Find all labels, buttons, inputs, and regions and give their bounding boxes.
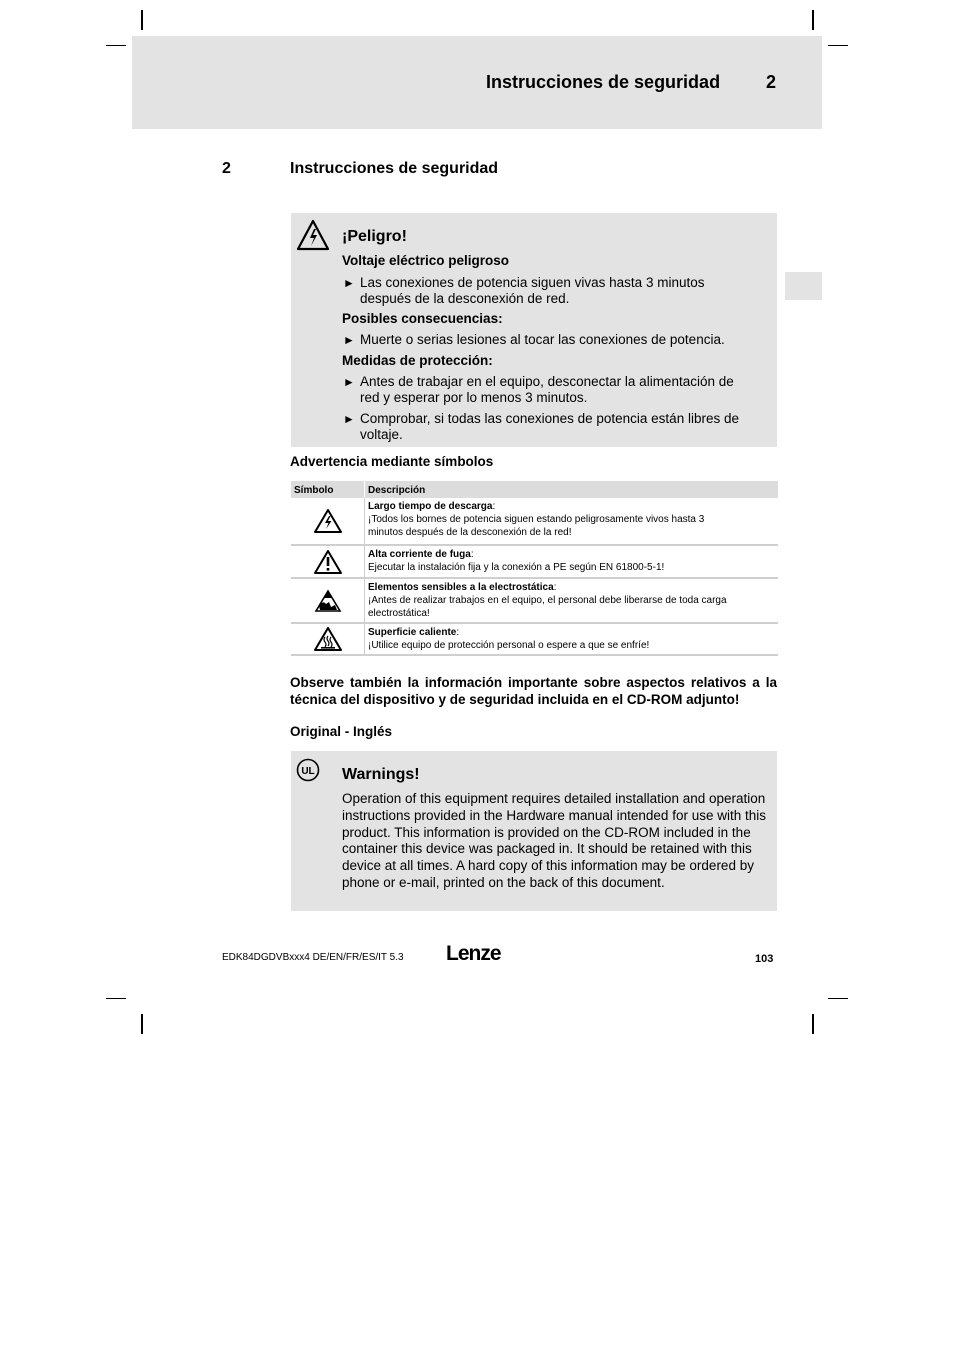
long-discharge-time-icon [291,498,365,545]
crop-mark [812,10,814,30]
bullet-arrow-icon: ► [343,333,355,347]
cd-rom-note: Observe también la información importante sobre aspectos relativos a la técnica del dispositivo y de seguridad incluida en el CD-ROM adjunto! [290,675,777,707]
svg-text:UL: UL [301,766,315,777]
original-language-label: Original - Inglés [290,724,393,739]
danger-bullet-text: Comprobar, si todas las conexiones de potencia están libres de [360,411,739,426]
consequences-label: Posibles consecuencias: [342,311,503,326]
warnings-text: Operation of this equipment requires detailed installation and operation instructions provided in the Hardware manual intended for use with this product. This information is provided on the CD-ROM included in the container this device was packaged in. It should be retained with this device at all times. A hard copy of this information may be ordered by phone or e-mail, printed on the back of this document. [342,791,766,890]
crop-mark [828,998,848,999]
warnings-title: Warnings! [342,766,420,783]
symbol-description: Ejecutar la instalación fija y la conexión a PE según EN 61800-5-1! [368,562,665,573]
section-number: 2 [222,160,231,177]
table-header-row [291,481,778,498]
header-title: Instrucciones de seguridad [486,72,721,92]
danger-bullet-text: voltaje. [360,427,403,442]
symbol-title: Elementos sensibles a la electrostática [368,582,554,593]
danger-bullet-text: Las conexiones de potencia siguen vivas hasta 3 minutos [360,275,705,290]
table-cell: Superficie caliente: ¡Utilice equipo de protección personal o espere a que se enfríe! [365,623,779,655]
table-row [291,498,778,545]
crop-mark [106,45,126,46]
document-id: EDK84DGDVBxxx4 DE/EN/FR/ES/IT 5.3 [222,952,404,963]
symbol-title: Superficie caliente [368,627,457,638]
symbol-description: ¡Antes de realizar trabajos en el equipo, el personal debe liberarse de toda carga [368,595,727,606]
section-title: Instrucciones de seguridad [290,160,499,177]
table-cell: Elementos sensibles a la electrostática: ¡Antes de realizar trabajos en el equipo, el personal debe liberarse de toda carga electrostática! [365,578,779,623]
bullet-arrow-icon: ► [343,375,355,389]
high-voltage-warning-icon [296,219,330,251]
table-row [291,545,778,578]
column-header-symbol: Símbolo [291,481,365,498]
page-number: 103 [755,953,774,965]
danger-bullet-text: red y esperar por lo menos 3 minutos. [360,390,588,405]
symbol-title: Alta corriente de fuga [368,549,471,560]
electrostatic-sensitive-icon [291,578,365,623]
symbol-description: minutos después de la desconexión de la red! [368,527,572,538]
crop-mark [141,10,143,30]
table-cell: Largo tiempo de descarga: ¡Todos los bornes de potencia siguen estando peligrosamente vivos hasta 3 minutos después de la desconexión de la red! [365,498,779,545]
bullet-arrow-icon: ► [343,412,355,426]
table-row [291,623,778,655]
table-row [291,578,778,623]
danger-bullet-text: Antes de trabajar en el equipo, desconectar la alimentación de [360,374,734,389]
crop-mark [106,998,126,999]
measures-label: Medidas de protección: [342,353,493,368]
symbol-description: ¡Todos los bornes de potencia siguen estando peligrosamente vivos hasta 3 [368,514,705,525]
hot-surface-icon [291,623,365,655]
column-header-description: Descripción [365,481,779,498]
symbols-table [291,481,778,656]
chapter-side-tab [785,272,822,300]
ul-certification-icon [296,758,320,782]
table-cell: Alta corriente de fuga: Ejecutar la instalación fija y la conexión a PE según EN 61800-5-1! [365,545,779,578]
symbol-description: electrostática! [368,608,430,619]
danger-subtitle: Voltaje eléctrico peligroso [342,253,510,268]
crop-mark [828,45,848,46]
crop-mark [812,1014,814,1034]
crop-mark [141,1014,143,1034]
bullet-arrow-icon: ► [343,276,355,290]
danger-title: ¡Peligro! [342,228,407,245]
danger-bullet-text: Muerte o serias lesiones al tocar las conexiones de potencia. [360,332,725,347]
danger-bullet-text: después de la desconexión de red. [360,291,570,306]
high-leakage-current-icon [291,545,365,578]
lenze-logo: Lenze [446,942,501,965]
header-chapter-number: 2 [766,72,777,92]
symbol-description: ¡Utilice equipo de protección personal o espere a que se enfríe! [368,640,650,651]
symbols-heading: Advertencia mediante símbolos [290,454,494,469]
symbol-title: Largo tiempo de descarga [368,501,493,512]
